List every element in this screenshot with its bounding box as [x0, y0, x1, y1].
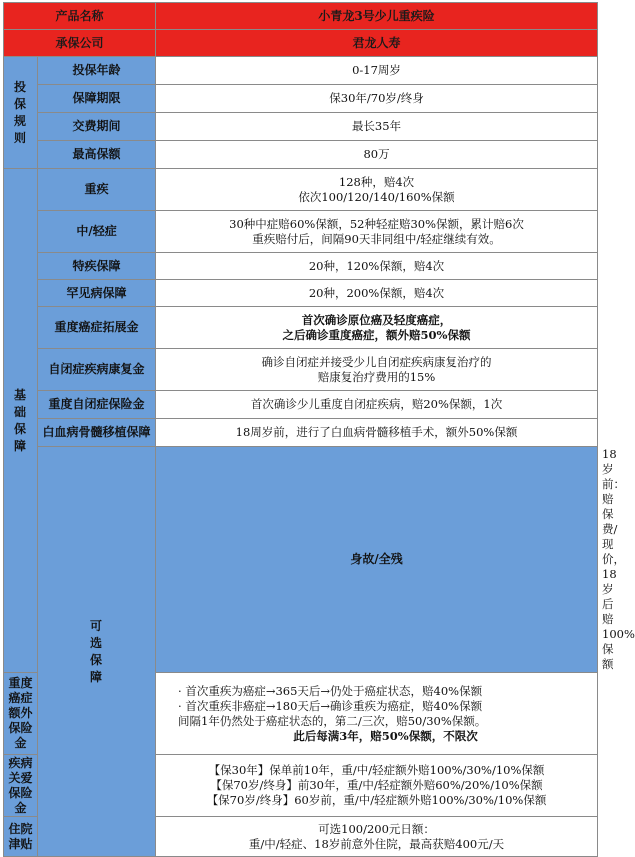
- max-value: 80万: [156, 141, 598, 169]
- autism-rehab-label: 自闭症疾病康复金: [38, 349, 156, 391]
- product-name-value: 小青龙3号少儿重疾险: [156, 3, 598, 30]
- mild-value: 30种中症赔60%保额，52种轻症赔30%保额，累计赔6次 重疾赔付后，间隔90天非同组中/轻症继续有效。: [156, 211, 598, 253]
- leukemia-value: 18周岁前，进行了白血病骨髓移植手术，额外50%保额: [156, 419, 598, 447]
- cancer-extra-label: 重度癌症额外保险金: [4, 673, 38, 755]
- term-label: 保障期限: [38, 85, 156, 113]
- leukemia-label: 白血病骨髓移植保障: [38, 419, 156, 447]
- max-label: 最高保额: [38, 141, 156, 169]
- special-label: 特疾保障: [38, 253, 156, 280]
- age-value: 0-17周岁: [156, 57, 598, 85]
- autism-severe-label: 重度自闭症保险金: [38, 391, 156, 419]
- section-optional: 可选保障: [38, 447, 156, 857]
- special-value: 20种，120%保额，赔4次: [156, 253, 598, 280]
- age-label: 投保年龄: [38, 57, 156, 85]
- term-value: 保30年/70岁/终身: [156, 85, 598, 113]
- autism-severe-value: 首次确诊少儿重度自闭症疾病，赔20%保额，1次: [156, 391, 598, 419]
- cancer-ext-label: 重度癌症拓展金: [38, 307, 156, 349]
- section-basic-coverage: 基础保障: [4, 169, 38, 673]
- hospital-label: 住院津贴: [4, 817, 38, 857]
- rare-label: 罕见病保障: [38, 280, 156, 307]
- cancer-extra-value: · 首次重疾为癌症→365天后→仍处于癌症状态，赔40%保额 · 首次重疾非癌症→180天后→确诊重疾为癌症，赔40%保额 间隔1年仍然处于癌症状态的，第二/三次，赔50/30%保额。 此后每满3年，赔50%保额，不限次: [156, 673, 598, 755]
- death-label: 身故/全残: [156, 447, 598, 673]
- care-label: 疾病关爱保险金: [4, 755, 38, 817]
- care-value: 【保30年】保单前10年，重/中/轻症额外赔100%/30%/10%保额 【保70岁/终身】前30年，重/中/轻症额外赔60%/20%/10%保额 【保70岁/终身】60岁前，重/中/轻症额外赔100%/30%/10%保额: [156, 755, 598, 817]
- autism-rehab-value: 确诊自闭症并接受少儿自闭症疾病康复治疗的 赔康复治疗费用的15%: [156, 349, 598, 391]
- cancer-ext-value: 首次确诊原位癌及轻度癌症， 之后确诊重度癌症，额外赔50%保额: [156, 307, 598, 349]
- hospital-value: 可选100/200元日额： 重/中/轻症、18岁前意外住院，最高获赔400元/天: [156, 817, 598, 857]
- payment-value: 最长35年: [156, 113, 598, 141]
- insurance-summary-table: 产品名称 小青龙3号少儿重疾险 承保公司 君龙人寿 投保规则 投保年龄 0-17周岁 保障期限 保30年/70岁/终身 交费期间 最长35年 最高保额 80万 基础保障 重疾 128种，赔4次 依次100/120/140/160%保额 中/轻症 30种中症赔60%保额，52种轻症赔30%保额，累计赔6次 重疾赔付后，间隔90天非同组中/轻症继续有效。 特疾保障 20种，120%保额，赔4次 罕见病保障 20种，200%保额，赔4次 重度癌症拓展金 首次确诊原位癌及轻度癌症， 之后确诊重度癌症，额外赔50%保额 自闭症疾病康复金 确诊自闭症并接受少儿自闭症疾病康复治疗的 赔康复治疗费用的15% 重度自闭症保险金 首次确诊少儿重度自闭症疾病，赔20%保额，1次 白血病骨髓移植保障 18周岁前，进行了白血病骨髓移植手术，额外50%保额 可选保障 身故/全残 18岁前：赔保费/现价，18岁后赔100%保额 重度癌症额外保险金 · 首次重疾为癌症→365天后→仍处于癌症状态，赔40%保额 · 首次重疾非癌症→180天后→确诊重疾为癌症，赔40%保额 间隔1年仍然处于癌症状态的，第二/三次，赔50/30%保额。 此后每满3年，赔50%保额，不限次 疾病关爱保险金 【保30年】保单前10年，重/中/轻症额外赔100%/30%/10%保额 【保70岁/终身】前30年，重/中/轻症额外赔60%/20%/10%保额 【保70岁/终身】60岁前，重/中/轻症额外赔100%/30%/10%保额 住院津贴 可选100/200元日额： 重/中/轻症、18岁前意外住院，最高获赔400元/天: [3, 2, 598, 857]
- critical-label: 重疾: [38, 169, 156, 211]
- mild-label: 中/轻症: [38, 211, 156, 253]
- payment-label: 交费期间: [38, 113, 156, 141]
- product-name-label: 产品名称: [4, 3, 156, 30]
- company-label: 承保公司: [4, 30, 156, 57]
- section-basic-rules: 投保规则: [4, 57, 38, 169]
- critical-value: 128种，赔4次 依次100/120/140/160%保额: [156, 169, 598, 211]
- company-value: 君龙人寿: [156, 30, 598, 57]
- rare-value: 20种，200%保额，赔4次: [156, 280, 598, 307]
